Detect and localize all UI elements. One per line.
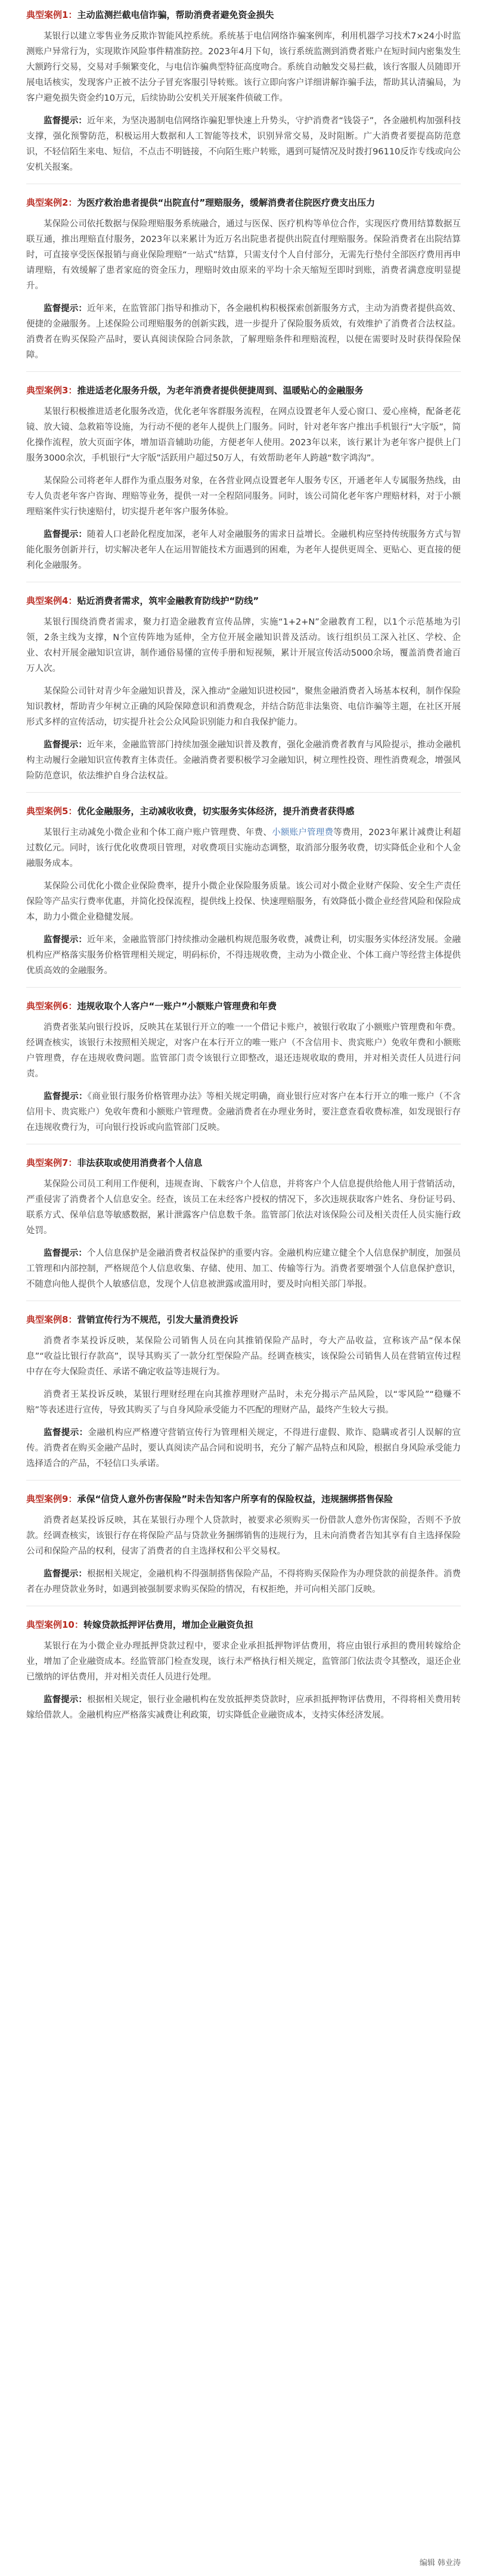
case-paragraph	[26, 29, 461, 106]
paragraph-text: 消费者王某投诉反映，某银行理财经理在向其推荐理财产品时，未充分揭示产品风险，以“零风险”“稳赚不赔”等表述进行宣传，导致其购买了与自身风险承受能力不匹配的理财产品，最终产生较大亏损。	[26, 1390, 461, 1415]
case-list	[26, 7, 461, 1723]
paragraph-text: 个人信息保护是金融消费者权益保护的重要内容。金融机构应建立健全个人信息保护制度，加强员工管理和内部控制，严格规范个人信息收集、存储、使用、加工、传输等行为。消费者要增强个人信息保护意识，不随意向他人提供个人敏感信息，发现个人信息被泄露或滥用时，要及时向相关部门举报。	[26, 1249, 461, 1289]
paragraph-text: 消费者赵某投诉反映，其在某银行办理个人贷款时，被要求必须购买一份借款人意外伤害保险，否则不予放款。经调查核实，该银行存在将保险产品与贷款业务捆绑销售的违规行为，且未向消费者告知其享有自主选择保险公司和保险产品的权利，侵害了消费者的自主选择权和公平交易权。	[26, 1516, 461, 1556]
supervision-tip-paragraph	[26, 1425, 461, 1472]
case-heading-text: 为医疗救治患者提供“出院直付”理赔服务，缓解消费者住院医疗费支出压力	[77, 197, 376, 208]
case-number-label: 典型案例10：	[26, 1619, 83, 1630]
paragraph-text: 某银行主动减免小微企业和个体工商户账户管理费、年费、	[44, 828, 272, 837]
case-heading-text: 贴近消费者需求，筑牢金融教育防线护“防线”	[77, 595, 259, 606]
case-paragraph	[26, 1177, 461, 1239]
supervision-tip-label: 监督提示：	[44, 304, 87, 314]
paragraph-text: 随着人口老龄化程度加深，老年人对金融服务的需求日益增长。金融机构应坚持传统服务方式与智能化服务创新并行，切实解决老年人在运用智能技术方面遇到的困难，为老年人提供更周全、更贴心、更直接的便利化金融服务。	[26, 530, 461, 570]
case-title	[26, 593, 461, 609]
case-paragraph	[26, 473, 461, 520]
case-paragraph	[26, 1638, 461, 1685]
paragraph-text: 消费者李某投诉反映，某保险公司销售人员在向其推销保险产品时，夸大产品收益，宣称该产品“保本保息”“收益比银行存款高”，误导其购买了一款分红型保险产品。经调查核实，该保险公司销售人员在营销宣传过程中存在夸大保险责任、承诺不确定收益等违规行为。	[26, 1336, 461, 1377]
case-title	[26, 1312, 461, 1327]
supervision-tip-paragraph	[26, 1692, 461, 1723]
case-number-label: 典型案例6：	[26, 1001, 77, 1011]
case-title	[26, 1491, 461, 1507]
paragraph-text: 近年来，金融监管部门持续推动金融机构规范服务收费，减费让利，切实服务实体经济发展。金融机构应严格落实服务价格管理相关规定，明码标价，不得违规收费，主动为小微企业、个体工商户等经营主体提供优质高效的金融服务。	[26, 935, 461, 976]
case-paragraph	[26, 1333, 461, 1380]
case-paragraph	[26, 1387, 461, 1418]
section-divider	[26, 987, 461, 988]
case-section	[26, 1617, 461, 1723]
supervision-tip-paragraph	[26, 737, 461, 784]
supervision-tip-label: 监督提示：	[44, 530, 87, 539]
case-paragraph	[26, 825, 461, 871]
case-number-label: 典型案例8：	[26, 1314, 77, 1325]
case-section	[26, 1491, 461, 1597]
paragraph-text: 某银行以建立零售业务反欺诈智能风控系统。系统基于电信网络诈骗案例库，利用机器学习技术7×24小时监测账户异常行为，实现欺诈风险事件精准防控。2023年4月下旬，该行系统监测到消费者账户在短时间内密集发生大额跨行交易，交易对手频繁变化，与电信诈骗典型特征高度吻合。系统自动触发交易拦截，该行客服人员随即开展电话核实，发现客户正被不法分子冒充客服引导转账。该行立即向客户详细讲解诈骗手法，帮助其认清骗局，为客户避免损失资金约10万元，后续协助公安机关开展案件侦破工作。	[26, 32, 461, 103]
paragraph-text: 金融机构应严格遵守营销宣传行为管理相关规定，不得进行虚假、欺诈、隐瞒或者引人误解的宣传。消费者在购买金融产品时，要认真阅读产品合同和说明书，充分了解产品特点和风险，根据自身风险承受能力选择适合的产品，不轻信口头承诺。	[26, 1428, 461, 1469]
case-title	[26, 1155, 461, 1171]
case-heading-text: 优化金融服务，主动减收收费，切实服务实体经济，提升消费者获得感	[77, 806, 355, 817]
supervision-tip-paragraph	[26, 1246, 461, 1292]
case-heading-text: 承保“信贷人意外伤害保险”时未告知客户所享有的保险权益，违规捆绑搭售保险	[77, 1494, 393, 1504]
paragraph-text: 某银行在为小微企业办理抵押贷款过程中，要求企业承担抵押物评估费用，将应由银行承担的费用转嫁给企业，增加了企业融资成本。经监管部门检查发现，该行未严格执行相关规定，监管部门依法责令其整改，退还企业已缴纳的评估费用，并对相关责任人员进行处理。	[26, 1641, 461, 1682]
supervision-tip-label: 监督提示：	[44, 1695, 87, 1705]
case-title	[26, 1617, 461, 1632]
paragraph-text: 某保险公司员工利用工作便利，违规查询、下载客户个人信息，并将客户个人信息提供给他人用于营销活动，严重侵害了消费者个人信息安全。经查，该员工在未经客户授权的情况下，多次违规获取客户姓名、身份证号码、联系方式、保单信息等敏感数据，累计泄露客户信息数千条。监管部门依法对该保险公司及相关责任人员实施行政处罚。	[26, 1180, 461, 1236]
supervision-tip-label: 监督提示：	[44, 1428, 88, 1438]
case-paragraph	[26, 1020, 461, 1082]
paragraph-text: 某保险公司针对青少年金融知识普及，深入推动“金融知识进校园”，聚焦金融消费者入场基本权利，制作保险知识教材，帮助青少年树立正确的风险保障意识和消费观念，并结合防范非法集资、电信诈骗等主题，在社区开展形式多样的宣传活动，切实提升社会公众风险识别能力和自我保护能力。	[26, 687, 461, 727]
supervision-tip-paragraph	[26, 301, 461, 363]
case-number-label: 典型案例9：	[26, 1494, 77, 1504]
case-section	[26, 1155, 461, 1292]
paragraph-text: 近年来，金融监管部门持续加强金融知识普及教育，强化金融消费者教育与风险提示，推动金融机构主动履行金融知识宣传教育主体责任。金融消费者要积极学习金融知识，树立理性投资、理性消费观念，增强风险防范意识，依法维护自身合法权益。	[26, 740, 461, 781]
case-paragraph	[26, 404, 461, 466]
case-section	[26, 803, 461, 979]
supervision-tip-paragraph	[26, 932, 461, 979]
paragraph-text-tail: 等费用，2023年累计减费让利超过数亿元。同时，该行优化收费项目管理，对收费项目实施动态调整，取消部分服务收费，切实降低企业和个人金融服务成本。	[26, 828, 461, 868]
editor-credit: 编辑 韩业涛	[419, 2559, 461, 2568]
case-title	[26, 195, 461, 210]
supervision-tip-paragraph	[26, 1089, 461, 1135]
supervision-tip-paragraph	[26, 113, 461, 175]
case-number-label: 典型案例1：	[26, 10, 77, 20]
supervision-tip-paragraph	[26, 527, 461, 573]
paragraph-text: 某保险公司将老年人群作为重点服务对象，在各营业网点设置老年人服务专区，开通老年人专属服务热线，由专人负责老年客户咨询、理赔等业务，提供一对一全程陪同服务。同时，该公司简化老年客户理赔材料，对于小额理赔案件实行快速赔付，切实提升老年客户服务体验。	[26, 476, 461, 517]
case-paragraph	[26, 684, 461, 730]
case-paragraph	[26, 1513, 461, 1559]
case-heading-text: 转嫁贷款抵押评估费用，增加企业融资负担	[83, 1619, 253, 1630]
paragraph-text: 某银行围绕消费者需求，聚力打造金融教育宣传品牌，实施“1+2+N”金融教育工程，以1个示范基地为引领，2条主线为支撑，N个宣传阵地为延伸，全方位开展金融知识普及活动。该行组织员工深入社区、学校、企业、农村开展金融知识宣讲，制作通俗易懂的宣传手册和短视频，累计开展宣传活动5000余场，覆盖消费者逾百万人次。	[26, 617, 461, 674]
paragraph-text: 《商业银行服务价格管理办法》等相关规定明确，商业银行应对客户在本行开立的唯一账户（不含信用卡、贵宾账户）免收年费和小额账户管理费。金融消费者在办理业务时，要注意查看收费标准，如发现银行存在违规收费行为，可向银行投诉或向监管部门反映。	[26, 1092, 461, 1132]
section-divider	[26, 792, 461, 793]
case-number-label: 典型案例2：	[26, 197, 77, 208]
paragraph-text: 某银行积极推进适老化服务改造，优化老年客群服务流程，在网点设置老年人爱心窗口、爱心座椅，配备老花镜、放大镜、急救箱等设施，为行动不便的老年人提供上门服务。同时，针对老年客户推出手机银行“大字版”，简化操作流程，放大页面字体，增加语音辅助功能，方便老年人使用。2023年以来，该行累计为老年客户提供上门服务3000余次，手机银行“大字版”活跃用户超过50万人，有效帮助老年人跨越“数字鸿沟”。	[26, 407, 461, 463]
case-title	[26, 803, 461, 819]
supervision-tip-label: 监督提示：	[44, 1249, 87, 1258]
paragraph-text: 某保险公司优化小微企业保险费率，提升小微企业保险服务质量。该公司对小微企业财产保险、安全生产责任保险等产品实行费率优惠，并简化投保流程，提供线上投保、快速理赔服务，有效降低小微企业经营风险和保险成本，助力小微企业稳健发展。	[26, 882, 461, 922]
supervision-tip-label: 监督提示：	[44, 1092, 88, 1101]
case-heading-text: 非法获取或使用消费者个人信息	[77, 1157, 203, 1168]
case-section	[26, 195, 461, 363]
paragraph-text: 根据相关规定，银行业金融机构在发放抵押类贷款时，应承担抵押物评估费用，不得将相关费用转嫁给借款人。金融机构应严格落实减费让利政策，切实降低企业融资成本，支持实体经济发展。	[26, 1695, 461, 1720]
case-paragraph	[26, 614, 461, 676]
case-section	[26, 1312, 461, 1472]
case-section	[26, 593, 461, 784]
supervision-tip-label: 监督提示：	[44, 1569, 87, 1579]
supervision-tip-label: 监督提示：	[44, 740, 87, 750]
paragraph-text: 某保险公司依托数据与保险理赔服务系统融合，通过与医保、医疗机构等单位合作，实现医疗费用结算数据互联互通，推出理赔直付服务，2023年以来累计为近万名出院患者提供出院直付理赔服务。保险消费者在出院结算时，可直接享受医保报销与商业保险理赔“一站式”结算，只需支付个人自付部分，无需先行垫付全部医疗费用再申请理赔，有效缓解了患者家庭的资金压力，理赔时效由原来的平均十余天缩短至即时到账，消费者满意度明显提升。	[26, 219, 461, 291]
supervision-tip-label: 监督提示：	[44, 935, 87, 945]
case-heading-text: 营销宣传行为不规范，引发大量消费投诉	[77, 1314, 238, 1325]
case-number-label: 典型案例4：	[26, 595, 77, 606]
case-paragraph	[26, 216, 461, 294]
case-title	[26, 7, 461, 23]
case-heading-text: 推进适老化服务升级，为老年消费者提供便捷周到、温暖贴心的金融服务	[77, 385, 364, 396]
case-section	[26, 7, 461, 175]
case-number-label: 典型案例7：	[26, 1157, 77, 1168]
supervision-tip-paragraph	[26, 1566, 461, 1597]
paragraph-text: 根据相关规定，金融机构不得强制搭售保险产品，不得将购买保险作为办理贷款的前提条件。消费者在办理贷款业务时，如遇到被强制要求购买保险的情况，有权拒绝，并可向相关部门反映。	[26, 1569, 461, 1594]
case-heading-text: 主动监测拦截电信诈骗，帮助消费者避免资金损失	[77, 10, 274, 20]
section-divider	[26, 1480, 461, 1481]
case-title	[26, 383, 461, 398]
supervision-tip-label: 监督提示：	[44, 116, 87, 126]
paragraph-text: 近年来，为坚决遏制电信网络诈骗犯罪快速上升势头，守护消费者“钱袋子”，各金融机构加强科技支撑，强化预警防范，积极运用大数据和人工智能等技术，识别异常交易，及时阻断。广大消费者要提高防范意识，不轻信陌生来电、短信，不点击不明链接，不向陌生账户转账，遇到可疑情况及时拨打96110反诈专线或向公安机关报案。	[26, 116, 461, 172]
section-divider	[26, 371, 461, 372]
inline-link[interactable]: 小额账户管理费	[272, 828, 334, 837]
case-title	[26, 998, 461, 1014]
paragraph-text: 近年来，在监管部门指导和推动下，各金融机构积极探索创新服务方式，主动为消费者提供高效、便捷的金融服务。上述保险公司理赔服务的创新实践，进一步提升了保险服务质效，有效维护了消费者合法权益。消费者在购买保险产品时，要认真阅读保险合同条款，了解理赔条件和理赔流程，以便在需要时及时获得保险保障。	[26, 304, 461, 360]
case-number-label: 典型案例3：	[26, 385, 77, 396]
paragraph-text: 消费者张某向银行投诉，反映其在某银行开立的唯一一个借记卡账户，被银行收取了小额账户管理费和年费。经调查核实，该银行未按照相关规定，对客户在本行开立的唯一账户（不含信用卡、贵宾账户）免收年费和小额账户管理费，存在违规收费问题。监管部门责令该银行立即整改，退还违规收取的费用，并对相关责任人员进行问责。	[26, 1023, 461, 1079]
case-paragraph	[26, 879, 461, 925]
case-section	[26, 383, 461, 573]
case-heading-text: 违规收取个人客户“一账户”小额账户管理费和年费	[77, 1001, 277, 1011]
case-number-label: 典型案例5：	[26, 806, 77, 817]
case-section	[26, 998, 461, 1135]
